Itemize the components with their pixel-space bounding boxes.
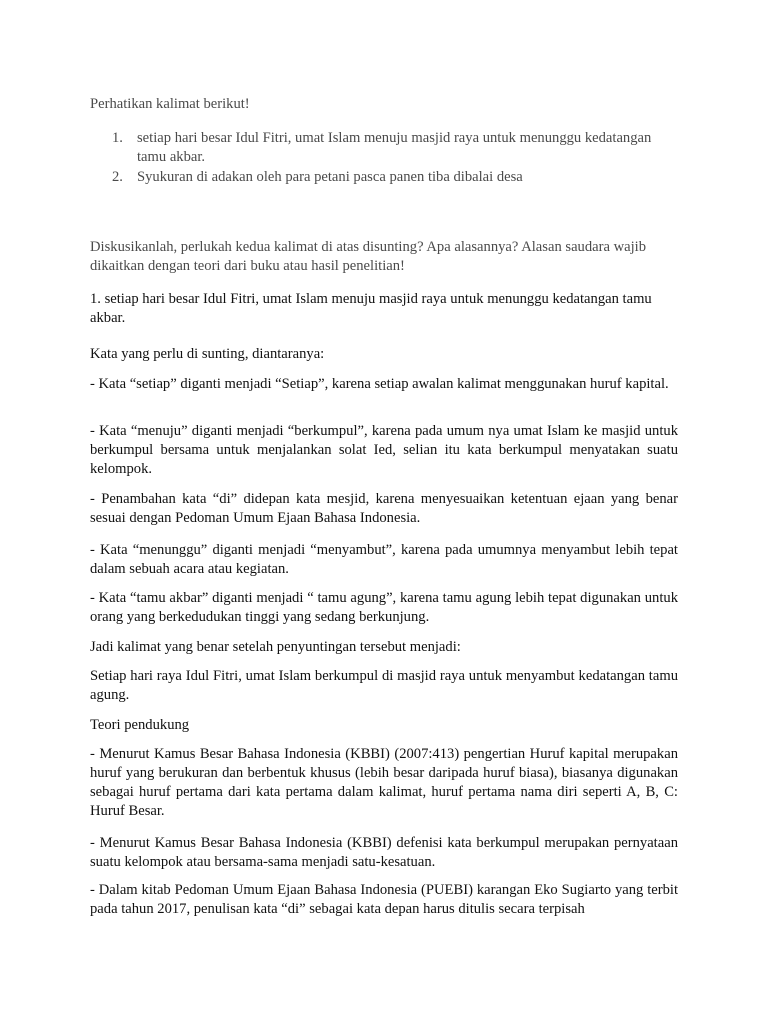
edit-point: - Kata “menunggu” diganti menjadi “menyambut”, karena pada umumnya menyambut lebih tepat dalam sebuah acara atau kegiatan.	[90, 542, 678, 577]
edit-point: - Kata “menuju” diganti menjadi “berkumpul”, karena pada umum nya umat Islam ke masjid untuk berkumpul bersama untuk menjalankan solat Ied, selian itu kata berkumpul menyatakan suatu kelompok.	[90, 423, 678, 477]
edit-point: - Penambahan kata “di” didepan kata mesjid, karena menyesuaikan ketentuan ejaan yang benar sesuai dengan Pedoman Umum Ejaan Bahasa Indonesia.	[90, 491, 678, 526]
list-item-number: 2.	[112, 169, 123, 185]
edit-point: - Kata “setiap” diganti menjadi “Setiap”, karena setiap awalan kalimat menggunakan huruf kapital.	[90, 376, 669, 392]
theory-point: - Dalam kitab Pedoman Umum Ejaan Bahasa Indonesia (PUEBI) karangan Eko Sugiarto yang terbit pada tahun 2017, penulisan kata “di” sebagai kata depan harus ditulis secara terpisah	[90, 882, 678, 917]
list-item-text: setiap hari besar Idul Fitri, umat Islam menuju masjid raya untuk menunggu kedatangan tamu akbar.	[137, 130, 652, 165]
theory-point: - Menurut Kamus Besar Bahasa Indonesia (KBBI) (2007:413) pengertian Huruf kapital merupakan huruf yang berukuran dan berbentuk khusus (lebih besar daripada huruf biasa), biasanya digunakan sebagai huruf pertama dari kata pertama dalam kalimat, huruf pertama nama diri seperti A, B, C: Huruf Besar.	[90, 746, 678, 819]
list-item	[90, 168, 678, 187]
list-item	[90, 129, 678, 166]
edit-heading: Kata yang perlu di sunting, diantaranya:	[90, 346, 325, 362]
prompt-list	[90, 129, 678, 187]
theory-point: - Menurut Kamus Besar Bahasa Indonesia (KBBI) defenisi kata berkumpul merupakan pernyataan suatu kelompok atau bersama-sama menjadi satu-kesatuan.	[90, 835, 678, 870]
list-item-number: 1.	[112, 130, 123, 146]
list-item-text: Syukuran di adakan oleh para petani pasca panen tiba dibalai desa	[137, 169, 523, 185]
theory-heading: Teori pendukung	[90, 717, 190, 733]
result-heading: Jadi kalimat yang benar setelah penyuntingan tersebut menjadi:	[90, 639, 461, 655]
answer-sentence: 1. setiap hari besar Idul Fitri, umat Islam menuju masjid raya untuk menunggu kedatangan tamu akbar.	[90, 291, 652, 326]
prompt-intro: Perhatikan kalimat berikut!	[90, 96, 250, 112]
corrected-sentence: Setiap hari raya Idul Fitri, umat Islam berkumpul di masjid raya untuk menyambut kedatangan tamu agung.	[90, 668, 678, 703]
edit-point: - Kata “tamu akbar” diganti menjadi “ tamu agung”, karena tamu agung lebih tepat digunakan untuk orang yang berkedudukan tinggi yang sedang berkunjung.	[90, 590, 678, 625]
prompt-question: Diskusikanlah, perlukah kedua kalimat di atas disunting? Apa alasannya? Alasan saudara wajib dikaitkan dengan teori dari buku atau hasil penelitian!	[90, 239, 647, 274]
